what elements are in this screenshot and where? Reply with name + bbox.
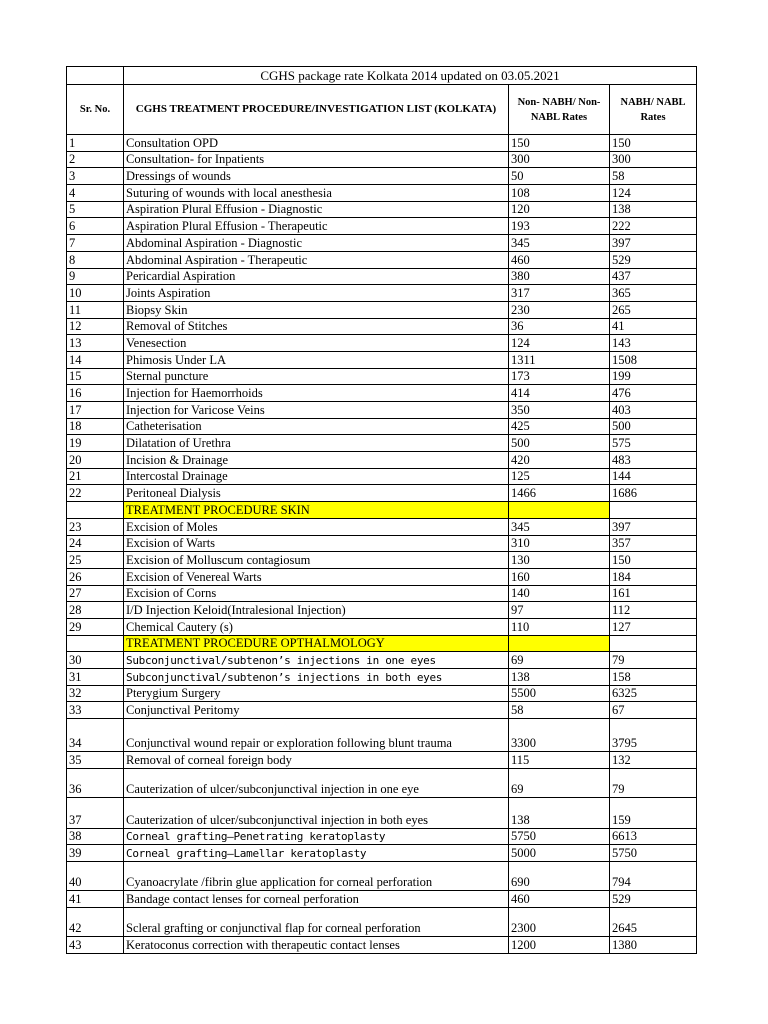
table-row bbox=[67, 568, 697, 585]
section-blank-cell bbox=[509, 502, 610, 519]
nabh-rate: 437 bbox=[610, 268, 697, 285]
section-blank-cell bbox=[67, 635, 124, 652]
table-row bbox=[67, 702, 697, 719]
row-number: 18 bbox=[67, 418, 124, 435]
non-nabh-rate: 345 bbox=[509, 235, 610, 252]
nabh-rate: 158 bbox=[610, 669, 697, 686]
nabh-rate: 150 bbox=[610, 135, 697, 152]
non-nabh-rate: 50 bbox=[509, 168, 610, 185]
nabh-rate: 138 bbox=[610, 201, 697, 218]
table-row bbox=[67, 797, 697, 828]
nabh-rate: 1380 bbox=[610, 936, 697, 953]
nabh-rate: 1508 bbox=[610, 351, 697, 368]
nabh-rate: 529 bbox=[610, 891, 697, 908]
table-row bbox=[67, 768, 697, 797]
table-row bbox=[67, 368, 697, 385]
non-nabh-rate: 317 bbox=[509, 285, 610, 302]
row-number: 26 bbox=[67, 568, 124, 585]
non-nabh-rate: 414 bbox=[509, 385, 610, 402]
non-nabh-rate: 69 bbox=[509, 768, 610, 797]
non-nabh-rate: 138 bbox=[509, 797, 610, 828]
procedure-name: Joints Aspiration bbox=[124, 285, 509, 302]
procedure-name: Abdominal Aspiration - Diagnostic bbox=[124, 235, 509, 252]
non-nabh-rate: 1200 bbox=[509, 936, 610, 953]
table-row bbox=[67, 468, 697, 485]
row-number: 42 bbox=[67, 907, 124, 936]
nabh-rate: 3795 bbox=[610, 719, 697, 752]
header-srno: Sr. No. bbox=[67, 85, 124, 135]
table-row bbox=[67, 235, 697, 252]
nabh-rate: 529 bbox=[610, 251, 697, 268]
nabh-rate: 397 bbox=[610, 518, 697, 535]
procedure-name: Consultation- for Inpatients bbox=[124, 151, 509, 168]
procedure-name: Corneal grafting—Lamellar keratoplasty bbox=[124, 845, 509, 862]
nabh-rate: 5750 bbox=[610, 845, 697, 862]
table-row bbox=[67, 862, 697, 891]
table-row bbox=[67, 719, 697, 752]
nabh-rate: 483 bbox=[610, 452, 697, 469]
procedure-name: Cyanoacrylate /fibrin glue application for corneal perforation bbox=[124, 862, 509, 891]
nabh-rate: 41 bbox=[610, 318, 697, 335]
table-row bbox=[67, 828, 697, 845]
non-nabh-rate: 130 bbox=[509, 552, 610, 569]
row-number: 9 bbox=[67, 268, 124, 285]
table-row bbox=[67, 318, 697, 335]
non-nabh-rate: 97 bbox=[509, 602, 610, 619]
row-number: 33 bbox=[67, 702, 124, 719]
row-number: 28 bbox=[67, 602, 124, 619]
nabh-rate: 67 bbox=[610, 702, 697, 719]
procedure-name: Removal of corneal foreign body bbox=[124, 752, 509, 769]
section-blank-cell bbox=[610, 502, 697, 519]
table-row bbox=[67, 385, 697, 402]
table-row bbox=[67, 351, 697, 368]
table-row bbox=[67, 845, 697, 862]
table-row bbox=[67, 891, 697, 908]
row-number: 22 bbox=[67, 485, 124, 502]
procedure-name: Subconjunctival/subtenon’s injections in one eyes bbox=[124, 652, 509, 669]
table-row bbox=[67, 402, 697, 419]
row-number: 8 bbox=[67, 251, 124, 268]
non-nabh-rate: 3300 bbox=[509, 719, 610, 752]
table-row bbox=[67, 585, 697, 602]
table-row bbox=[67, 335, 697, 352]
procedure-name: Scleral grafting or conjunctival flap for corneal perforation bbox=[124, 907, 509, 936]
non-nabh-rate: 120 bbox=[509, 201, 610, 218]
row-number: 17 bbox=[67, 402, 124, 419]
procedure-name: Aspiration Plural Effusion - Diagnostic bbox=[124, 201, 509, 218]
document-title: CGHS package rate Kolkata 2014 updated on 03.05.2021 bbox=[124, 67, 697, 85]
non-nabh-rate: 310 bbox=[509, 535, 610, 552]
non-nabh-rate: 460 bbox=[509, 251, 610, 268]
row-number: 10 bbox=[67, 285, 124, 302]
nabh-rate: 184 bbox=[610, 568, 697, 585]
nabh-rate: 397 bbox=[610, 235, 697, 252]
row-number: 43 bbox=[67, 936, 124, 953]
table-row bbox=[67, 218, 697, 235]
table-row bbox=[67, 669, 697, 686]
row-number: 36 bbox=[67, 768, 124, 797]
procedure-name: Sternal puncture bbox=[124, 368, 509, 385]
table-body bbox=[67, 67, 697, 954]
nabh-rate: 575 bbox=[610, 435, 697, 452]
row-number: 6 bbox=[67, 218, 124, 235]
procedure-name: Aspiration Plural Effusion - Therapeutic bbox=[124, 218, 509, 235]
procedure-name: Dilatation of Urethra bbox=[124, 435, 509, 452]
procedure-name: Suturing of wounds with local anesthesia bbox=[124, 185, 509, 202]
procedure-name: Keratoconus correction with therapeutic contact lenses bbox=[124, 936, 509, 953]
nabh-rate: 6325 bbox=[610, 685, 697, 702]
procedure-name: Pericardial Aspiration bbox=[124, 268, 509, 285]
non-nabh-rate: 300 bbox=[509, 151, 610, 168]
table-row bbox=[67, 201, 697, 218]
rate-table bbox=[66, 66, 697, 954]
procedure-name: Incision & Drainage bbox=[124, 452, 509, 469]
table-row bbox=[67, 485, 697, 502]
nabh-rate: 127 bbox=[610, 618, 697, 635]
table-row bbox=[67, 907, 697, 936]
nabh-rate: 112 bbox=[610, 602, 697, 619]
table-row bbox=[67, 135, 697, 152]
row-number: 15 bbox=[67, 368, 124, 385]
procedure-name: Dressings of wounds bbox=[124, 168, 509, 185]
non-nabh-rate: 138 bbox=[509, 669, 610, 686]
table-row bbox=[67, 418, 697, 435]
nabh-rate: 476 bbox=[610, 385, 697, 402]
table-row bbox=[67, 535, 697, 552]
header-row bbox=[67, 85, 697, 135]
row-number: 29 bbox=[67, 618, 124, 635]
header-non-nabh: Non- NABH/ Non- NABL Rates bbox=[509, 85, 610, 135]
nabh-rate: 794 bbox=[610, 862, 697, 891]
row-number: 35 bbox=[67, 752, 124, 769]
procedure-name: Intercostal Drainage bbox=[124, 468, 509, 485]
table-row bbox=[67, 151, 697, 168]
procedure-name: Catheterisation bbox=[124, 418, 509, 435]
non-nabh-rate: 58 bbox=[509, 702, 610, 719]
nabh-rate: 2645 bbox=[610, 907, 697, 936]
row-number: 31 bbox=[67, 669, 124, 686]
nabh-rate: 1686 bbox=[610, 485, 697, 502]
nabh-rate: 132 bbox=[610, 752, 697, 769]
nabh-rate: 150 bbox=[610, 552, 697, 569]
row-number: 19 bbox=[67, 435, 124, 452]
non-nabh-rate: 1466 bbox=[509, 485, 610, 502]
procedure-name: Cauterization of ulcer/subconjunctival injection in both eyes bbox=[124, 797, 509, 828]
procedure-name: Conjunctival Peritomy bbox=[124, 702, 509, 719]
non-nabh-rate: 125 bbox=[509, 468, 610, 485]
nabh-rate: 300 bbox=[610, 151, 697, 168]
nabh-rate: 357 bbox=[610, 535, 697, 552]
procedure-name: Injection for Varicose Veins bbox=[124, 402, 509, 419]
table-row bbox=[67, 652, 697, 669]
procedure-name: Cauterization of ulcer/subconjunctival injection in one eye bbox=[124, 768, 509, 797]
row-number: 21 bbox=[67, 468, 124, 485]
procedure-name: Subconjunctival/subtenon’s injections in both eyes bbox=[124, 669, 509, 686]
table-row bbox=[67, 185, 697, 202]
row-number: 16 bbox=[67, 385, 124, 402]
row-number: 11 bbox=[67, 301, 124, 318]
nabh-rate: 403 bbox=[610, 402, 697, 419]
non-nabh-rate: 124 bbox=[509, 335, 610, 352]
procedure-name: Conjunctival wound repair or exploration following blunt trauma bbox=[124, 719, 509, 752]
nabh-rate: 222 bbox=[610, 218, 697, 235]
non-nabh-rate: 380 bbox=[509, 268, 610, 285]
non-nabh-rate: 350 bbox=[509, 402, 610, 419]
nabh-rate: 124 bbox=[610, 185, 697, 202]
section-title: TREATMENT PROCEDURE SKIN bbox=[124, 502, 509, 519]
procedure-name: Chemical Cautery (s) bbox=[124, 618, 509, 635]
nabh-rate: 79 bbox=[610, 652, 697, 669]
row-number: 3 bbox=[67, 168, 124, 185]
table-row bbox=[67, 452, 697, 469]
row-number: 25 bbox=[67, 552, 124, 569]
table-row bbox=[67, 251, 697, 268]
row-number: 2 bbox=[67, 151, 124, 168]
row-number: 41 bbox=[67, 891, 124, 908]
row-number: 40 bbox=[67, 862, 124, 891]
non-nabh-rate: 5500 bbox=[509, 685, 610, 702]
non-nabh-rate: 5750 bbox=[509, 828, 610, 845]
nabh-rate: 79 bbox=[610, 768, 697, 797]
row-number: 32 bbox=[67, 685, 124, 702]
row-number: 38 bbox=[67, 828, 124, 845]
header-nabh: NABH/ NABL Rates bbox=[610, 85, 697, 135]
procedure-name: Biopsy Skin bbox=[124, 301, 509, 318]
table-row bbox=[67, 168, 697, 185]
procedure-name: Injection for Haemorrhoids bbox=[124, 385, 509, 402]
table-row bbox=[67, 301, 697, 318]
row-number: 37 bbox=[67, 797, 124, 828]
row-number: 34 bbox=[67, 719, 124, 752]
non-nabh-rate: 108 bbox=[509, 185, 610, 202]
section-blank-cell bbox=[67, 502, 124, 519]
nabh-rate: 6613 bbox=[610, 828, 697, 845]
non-nabh-rate: 173 bbox=[509, 368, 610, 385]
table-row bbox=[67, 602, 697, 619]
non-nabh-rate: 193 bbox=[509, 218, 610, 235]
table-row bbox=[67, 518, 697, 535]
non-nabh-rate: 500 bbox=[509, 435, 610, 452]
row-number: 39 bbox=[67, 845, 124, 862]
procedure-name: Excision of Corns bbox=[124, 585, 509, 602]
non-nabh-rate: 140 bbox=[509, 585, 610, 602]
procedure-name: Abdominal Aspiration - Therapeutic bbox=[124, 251, 509, 268]
nabh-rate: 199 bbox=[610, 368, 697, 385]
title-spacer-cell bbox=[67, 67, 124, 85]
row-number: 24 bbox=[67, 535, 124, 552]
non-nabh-rate: 420 bbox=[509, 452, 610, 469]
row-number: 1 bbox=[67, 135, 124, 152]
non-nabh-rate: 69 bbox=[509, 652, 610, 669]
table-row bbox=[67, 685, 697, 702]
procedure-name: Corneal grafting—Penetrating keratoplasty bbox=[124, 828, 509, 845]
non-nabh-rate: 2300 bbox=[509, 907, 610, 936]
procedure-name: Venesection bbox=[124, 335, 509, 352]
row-number: 14 bbox=[67, 351, 124, 368]
non-nabh-rate: 690 bbox=[509, 862, 610, 891]
nabh-rate: 159 bbox=[610, 797, 697, 828]
section-blank-cell bbox=[610, 635, 697, 652]
procedure-name: Peritoneal Dialysis bbox=[124, 485, 509, 502]
procedure-name: Bandage contact lenses for corneal perforation bbox=[124, 891, 509, 908]
header-procedure: CGHS TREATMENT PROCEDURE/INVESTIGATION LIST (KOLKATA) bbox=[124, 85, 509, 135]
procedure-name: Excision of Molluscum contagiosum bbox=[124, 552, 509, 569]
section-title: TREATMENT PROCEDURE OPTHALMOLOGY bbox=[124, 635, 509, 652]
row-number: 12 bbox=[67, 318, 124, 335]
section-row bbox=[67, 502, 697, 519]
row-number: 20 bbox=[67, 452, 124, 469]
procedure-name: Phimosis Under LA bbox=[124, 351, 509, 368]
non-nabh-rate: 345 bbox=[509, 518, 610, 535]
row-number: 27 bbox=[67, 585, 124, 602]
nabh-rate: 365 bbox=[610, 285, 697, 302]
row-number: 23 bbox=[67, 518, 124, 535]
non-nabh-rate: 425 bbox=[509, 418, 610, 435]
table-row bbox=[67, 936, 697, 953]
non-nabh-rate: 115 bbox=[509, 752, 610, 769]
row-number: 5 bbox=[67, 201, 124, 218]
procedure-name: Excision of Venereal Warts bbox=[124, 568, 509, 585]
table-row bbox=[67, 435, 697, 452]
non-nabh-rate: 460 bbox=[509, 891, 610, 908]
nabh-rate: 58 bbox=[610, 168, 697, 185]
row-number: 13 bbox=[67, 335, 124, 352]
procedure-name: Removal of Stitches bbox=[124, 318, 509, 335]
nabh-rate: 265 bbox=[610, 301, 697, 318]
table-row bbox=[67, 268, 697, 285]
non-nabh-rate: 110 bbox=[509, 618, 610, 635]
row-number: 7 bbox=[67, 235, 124, 252]
title-row bbox=[67, 67, 697, 85]
section-blank-cell bbox=[509, 635, 610, 652]
section-row bbox=[67, 635, 697, 652]
procedure-name: Consultation OPD bbox=[124, 135, 509, 152]
table-row bbox=[67, 618, 697, 635]
non-nabh-rate: 1311 bbox=[509, 351, 610, 368]
procedure-name: Excision of Moles bbox=[124, 518, 509, 535]
non-nabh-rate: 5000 bbox=[509, 845, 610, 862]
non-nabh-rate: 150 bbox=[509, 135, 610, 152]
procedure-name: Excision of Warts bbox=[124, 535, 509, 552]
non-nabh-rate: 36 bbox=[509, 318, 610, 335]
table-row bbox=[67, 552, 697, 569]
non-nabh-rate: 160 bbox=[509, 568, 610, 585]
nabh-rate: 500 bbox=[610, 418, 697, 435]
table-row bbox=[67, 752, 697, 769]
table-row bbox=[67, 285, 697, 302]
procedure-name: Pterygium Surgery bbox=[124, 685, 509, 702]
nabh-rate: 161 bbox=[610, 585, 697, 602]
procedure-name: I/D Injection Keloid(Intralesional Injection) bbox=[124, 602, 509, 619]
row-number: 4 bbox=[67, 185, 124, 202]
nabh-rate: 143 bbox=[610, 335, 697, 352]
row-number: 30 bbox=[67, 652, 124, 669]
non-nabh-rate: 230 bbox=[509, 301, 610, 318]
nabh-rate: 144 bbox=[610, 468, 697, 485]
